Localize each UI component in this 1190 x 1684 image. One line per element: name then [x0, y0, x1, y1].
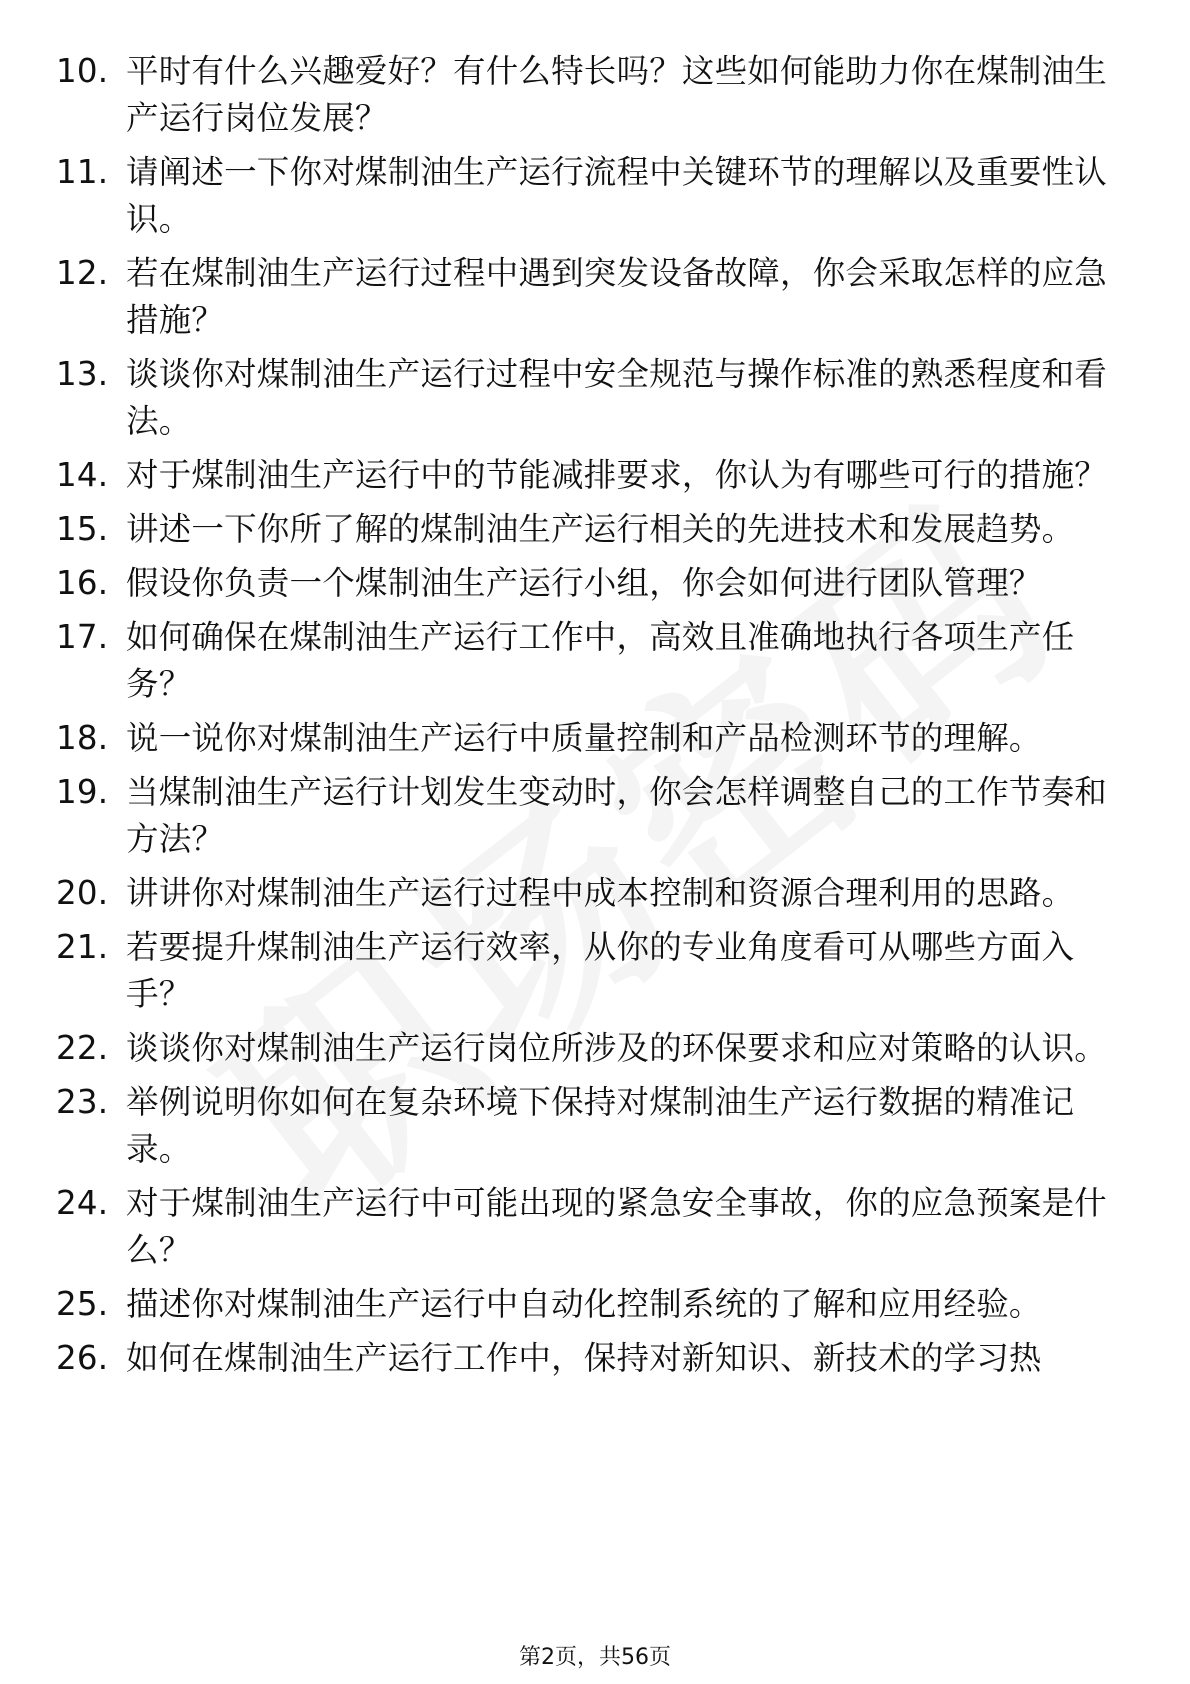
question-text: 说一说你对煤制油生产运行中质量控制和产品检测环节的理解。 [126, 719, 1042, 757]
question-number: 19. [56, 773, 109, 811]
question-item [56, 149, 1126, 243]
question-number: 17. [56, 618, 109, 656]
question-number: 15. [56, 510, 109, 548]
question-item [56, 1079, 1126, 1173]
question-item [56, 506, 1126, 553]
question-number: 24. [56, 1184, 109, 1222]
question-number: 12. [56, 254, 109, 292]
question-number: 16. [56, 564, 109, 602]
question-number: 18. [56, 719, 109, 757]
question-text: 讲讲你对煤制油生产运行过程中成本控制和资源合理利用的思路。 [126, 874, 1075, 912]
question-item [56, 48, 1126, 142]
question-item [56, 560, 1126, 607]
question-item [56, 452, 1126, 499]
question-item [56, 870, 1126, 917]
question-text: 平时有什么兴趣爱好？有什么特长吗？这些如何能助力你在煤制油生产运行岗位发展？ [126, 52, 1108, 137]
question-text: 谈谈你对煤制油生产运行过程中安全规范与操作标准的熟悉程度和看法。 [126, 355, 1108, 440]
question-text: 对于煤制油生产运行中的节能减排要求，你认为有哪些可行的措施？ [126, 456, 1108, 494]
question-text: 当煤制油生产运行计划发生变动时，你会怎样调整自己的工作节奏和方法？ [126, 773, 1108, 858]
question-item [56, 1025, 1126, 1072]
question-number: 25. [56, 1285, 109, 1323]
page-footer: 第2页，共56页 [519, 1645, 671, 1670]
question-text: 谈谈你对煤制油生产运行岗位所涉及的环保要求和应对策略的认识。 [126, 1029, 1108, 1067]
question-list [56, 48, 1126, 1389]
question-number: 13. [56, 355, 109, 393]
question-text: 假设你负责一个煤制油生产运行小组，你会如何进行团队管理？ [126, 564, 1042, 602]
question-text: 对于煤制油生产运行中可能出现的紧急安全事故，你的应急预案是什么？ [126, 1184, 1108, 1269]
question-number: 14. [56, 456, 109, 494]
question-text: 若在煤制油生产运行过程中遇到突发设备故障，你会采取怎样的应急措施？ [126, 254, 1108, 339]
question-number: 26. [56, 1339, 109, 1377]
question-text: 讲述一下你所了解的煤制油生产运行相关的先进技术和发展趋势。 [126, 510, 1075, 548]
question-number: 21. [56, 928, 109, 966]
question-text: 举例说明你如何在复杂环境下保持对煤制油生产运行数据的精准记录。 [126, 1083, 1075, 1168]
question-text: 如何确保在煤制油生产运行工作中，高效且准确地执行各项生产任务？ [126, 618, 1075, 703]
question-number: 22. [56, 1029, 109, 1067]
question-item [56, 924, 1126, 1018]
question-number: 11. [56, 153, 109, 191]
question-text: 如何在煤制油生产运行工作中，保持对新知识、新技术的学习热 [126, 1339, 1042, 1377]
question-item [56, 715, 1126, 762]
question-number: 20. [56, 874, 109, 912]
question-text: 若要提升煤制油生产运行效率，从你的专业角度看可从哪些方面入手？ [126, 928, 1075, 1013]
question-item [56, 614, 1126, 708]
question-item [56, 1180, 1126, 1274]
question-text: 请阐述一下你对煤制油生产运行流程中关键环节的理解以及重要性认识。 [126, 153, 1108, 238]
question-item [56, 769, 1126, 863]
question-item [56, 250, 1126, 344]
question-number: 23. [56, 1083, 109, 1121]
question-text: 描述你对煤制油生产运行中自动化控制系统的了解和应用经验。 [126, 1285, 1042, 1323]
question-item [56, 1335, 1126, 1382]
question-item [56, 1281, 1126, 1328]
question-item [56, 351, 1126, 445]
question-number: 10. [56, 52, 109, 90]
